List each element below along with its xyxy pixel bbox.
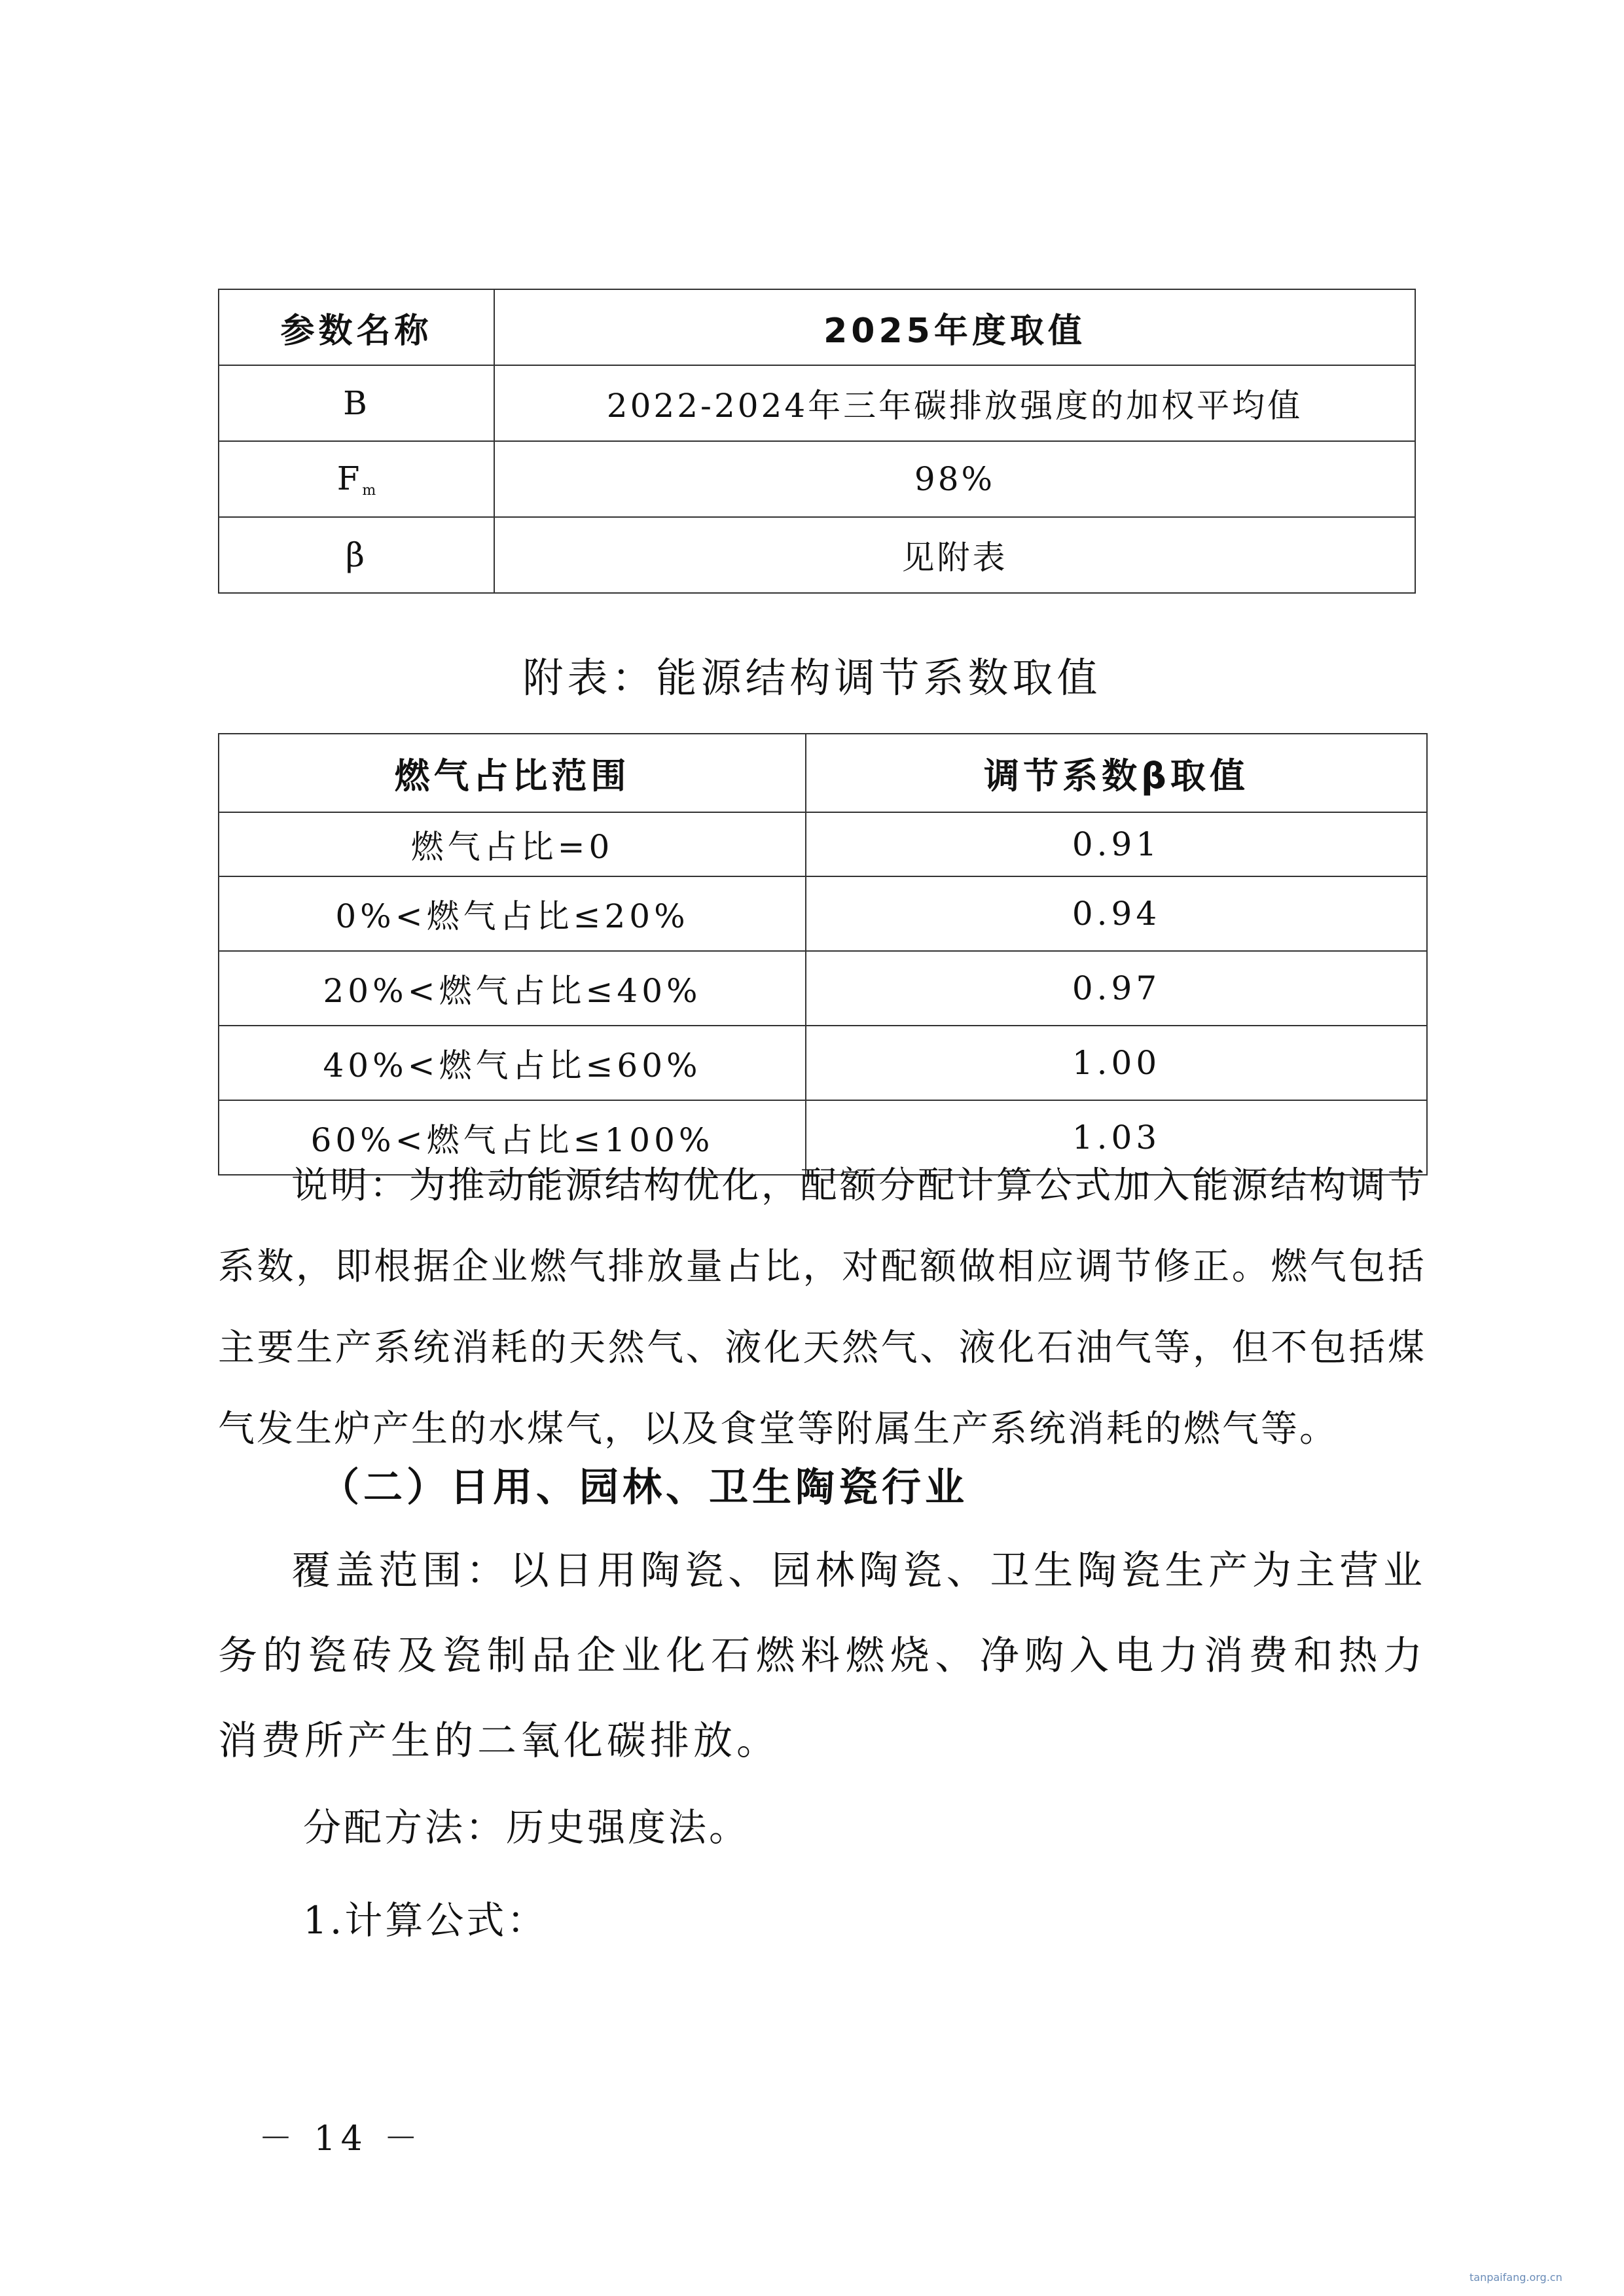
table-note-paragraph: 说明：为推动能源结构优化，配额分配计算公式加入能源结构调节系数，即根据企业燃气排放量占比，对配额做相应调节修正。燃气包括主要生产系统消耗的天然气、液化天然气、液化石油气等，但不包括煤气发生炉产生的水煤气，以及食堂等附属生产系统消耗的燃气等。 bbox=[218, 1164, 1426, 1450]
appendix-table-title: 附表：能源结构调节系数取值 bbox=[522, 654, 1102, 702]
table-header-row bbox=[219, 734, 1427, 812]
table-row bbox=[219, 441, 1415, 517]
table-row bbox=[219, 365, 1415, 441]
page-number: － 14 － bbox=[259, 2119, 424, 2159]
formula-heading: 1.计算公式： bbox=[303, 1898, 548, 1943]
column-header-gas-ratio-range: 燃气占比范围 bbox=[219, 734, 806, 812]
coverage-paragraph: 覆盖范围：以日用陶瓷、园林陶瓷、卫生陶瓷生产为主营业务的瓷砖及瓷制品企业化石燃料燃烧、净购入电力消费和热力消费所产生的二氧化碳排放。 bbox=[218, 1548, 1426, 1764]
parameter-value-cell: 2022-2024年三年碳排放强度的加权平均值 bbox=[494, 365, 1415, 441]
parameter-name-cell bbox=[219, 441, 494, 517]
allocation-method-paragraph: 分配方法：历史强度法。 bbox=[303, 1805, 750, 1850]
parameter-name-cell: β bbox=[219, 517, 494, 593]
table-row bbox=[219, 1026, 1427, 1100]
column-header-2025-value: 2025年度取值 bbox=[494, 289, 1415, 365]
gas-ratio-range-cell: 0%<燃气占比≤20% bbox=[219, 876, 806, 951]
parameter-table bbox=[218, 289, 1416, 594]
watermark: tanpaifang.org.cn bbox=[1470, 2271, 1562, 2284]
gas-ratio-range-cell: 40%<燃气占比≤60% bbox=[219, 1026, 806, 1100]
beta-value-cell: 1.03 bbox=[806, 1100, 1427, 1175]
energy-structure-coefficient-table bbox=[218, 733, 1428, 1175]
table-row bbox=[219, 951, 1427, 1026]
table-row bbox=[219, 812, 1427, 876]
gas-ratio-range-cell: 60%<燃气占比≤100% bbox=[219, 1100, 806, 1175]
gas-ratio-range-cell: 燃气占比=0 bbox=[219, 812, 806, 876]
column-header-parameter-name: 参数名称 bbox=[219, 289, 494, 365]
parameter-name-cell: B bbox=[219, 365, 494, 441]
beta-value-cell: 0.97 bbox=[806, 951, 1427, 1026]
table-row bbox=[219, 517, 1415, 593]
gas-ratio-range-cell: 20%<燃气占比≤40% bbox=[219, 951, 806, 1026]
table-row bbox=[219, 876, 1427, 951]
beta-value-cell: 0.94 bbox=[806, 876, 1427, 951]
parameter-value-cell: 98% bbox=[494, 441, 1415, 517]
parameter-symbol: F bbox=[336, 459, 363, 497]
parameter-subscript: m bbox=[362, 482, 376, 499]
beta-value-cell: 0.91 bbox=[806, 812, 1427, 876]
column-header-beta-value: 调节系数β取值 bbox=[806, 734, 1427, 812]
beta-value-cell: 1.00 bbox=[806, 1026, 1427, 1100]
section-heading: （二）日用、园林、卫生陶瓷行业 bbox=[320, 1465, 968, 1511]
table-header-row bbox=[219, 289, 1415, 365]
parameter-value-cell: 见附表 bbox=[494, 517, 1415, 593]
